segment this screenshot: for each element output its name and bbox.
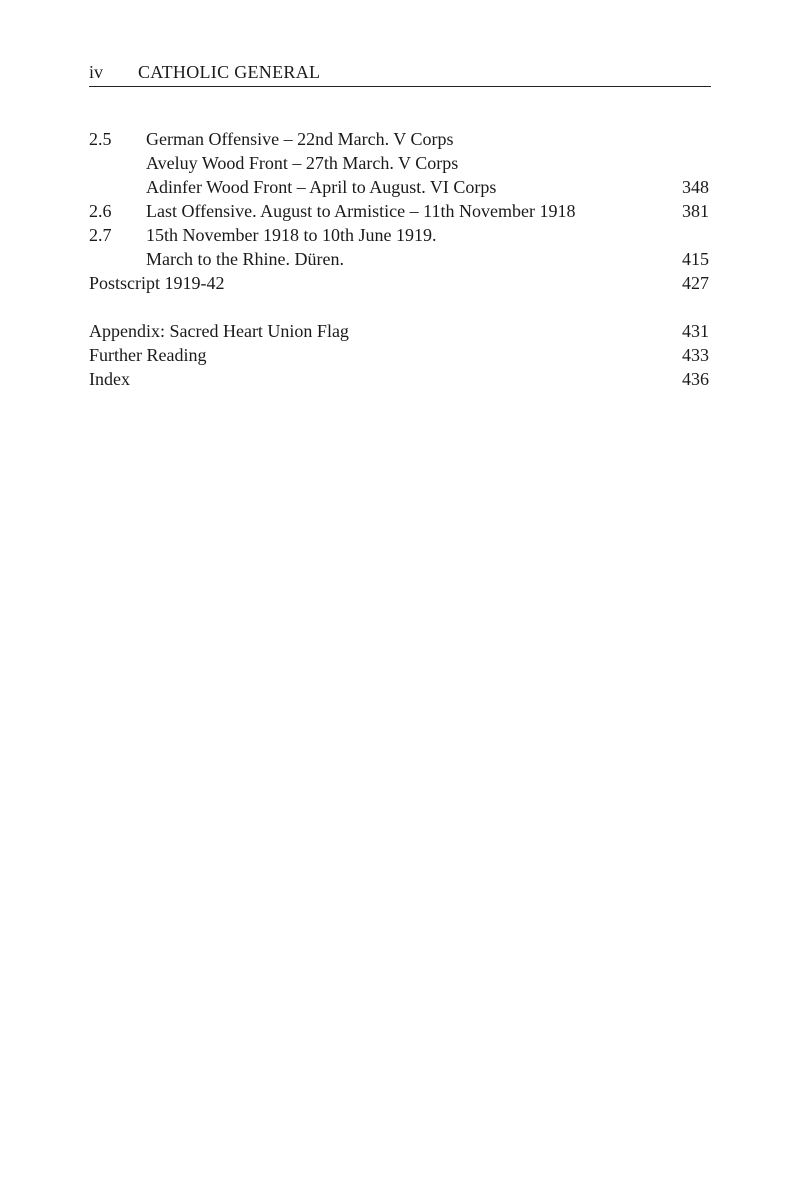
toc-page-number: 436	[682, 369, 709, 389]
toc-entry-2-7-line-1	[89, 223, 711, 247]
toc-entry-2-5-line-1	[89, 127, 711, 151]
toc-entry-postscript	[89, 271, 711, 295]
running-head	[89, 58, 711, 87]
toc-entry-title: 15th November 1918 to 10th June 1919.	[146, 225, 437, 245]
toc-entry-2-5-line-3	[89, 175, 711, 199]
toc-entry-title: Further Reading	[89, 345, 207, 365]
table-of-contents	[89, 127, 711, 391]
toc-entry-title: Aveluy Wood Front – 27th March. V Corps	[146, 153, 459, 173]
toc-page-number: 348	[682, 177, 709, 197]
toc-page-number: 427	[682, 273, 709, 293]
toc-entry-2-7-line-2	[89, 247, 711, 271]
toc-entry-further-reading	[89, 343, 711, 367]
toc-page-number: 381	[682, 201, 709, 221]
toc-page-number: 431	[682, 321, 709, 341]
toc-entry-number: 2.7	[89, 225, 112, 245]
running-head-title: CATHOLIC GENERAL	[138, 62, 321, 82]
toc-entry-title: March to the Rhine. Düren.	[146, 249, 344, 269]
toc-entry-appendix	[89, 319, 711, 343]
page-folio: iv	[89, 62, 104, 82]
toc-entry-title: Index	[89, 369, 130, 389]
toc-spacer	[89, 295, 711, 319]
toc-entry-index	[89, 367, 711, 391]
toc-page-number: 433	[682, 345, 709, 365]
toc-entry-title: Adinfer Wood Front – April to August. VI Corps	[146, 177, 497, 197]
toc-page-number: 415	[682, 249, 709, 269]
toc-entry-number: 2.5	[89, 129, 112, 149]
toc-entry-title: Appendix: Sacred Heart Union Flag	[89, 321, 349, 341]
toc-entry-2-6	[89, 199, 711, 223]
toc-entry-title: Postscript 1919-42	[89, 273, 225, 293]
toc-entry-2-5-line-2	[89, 151, 711, 175]
toc-entry-number: 2.6	[89, 201, 112, 221]
toc-entry-title: Last Offensive. August to Armistice – 11th November 1918	[146, 201, 576, 221]
toc-entry-title: German Offensive – 22nd March. V Corps	[146, 129, 454, 149]
book-page	[89, 0, 711, 1200]
